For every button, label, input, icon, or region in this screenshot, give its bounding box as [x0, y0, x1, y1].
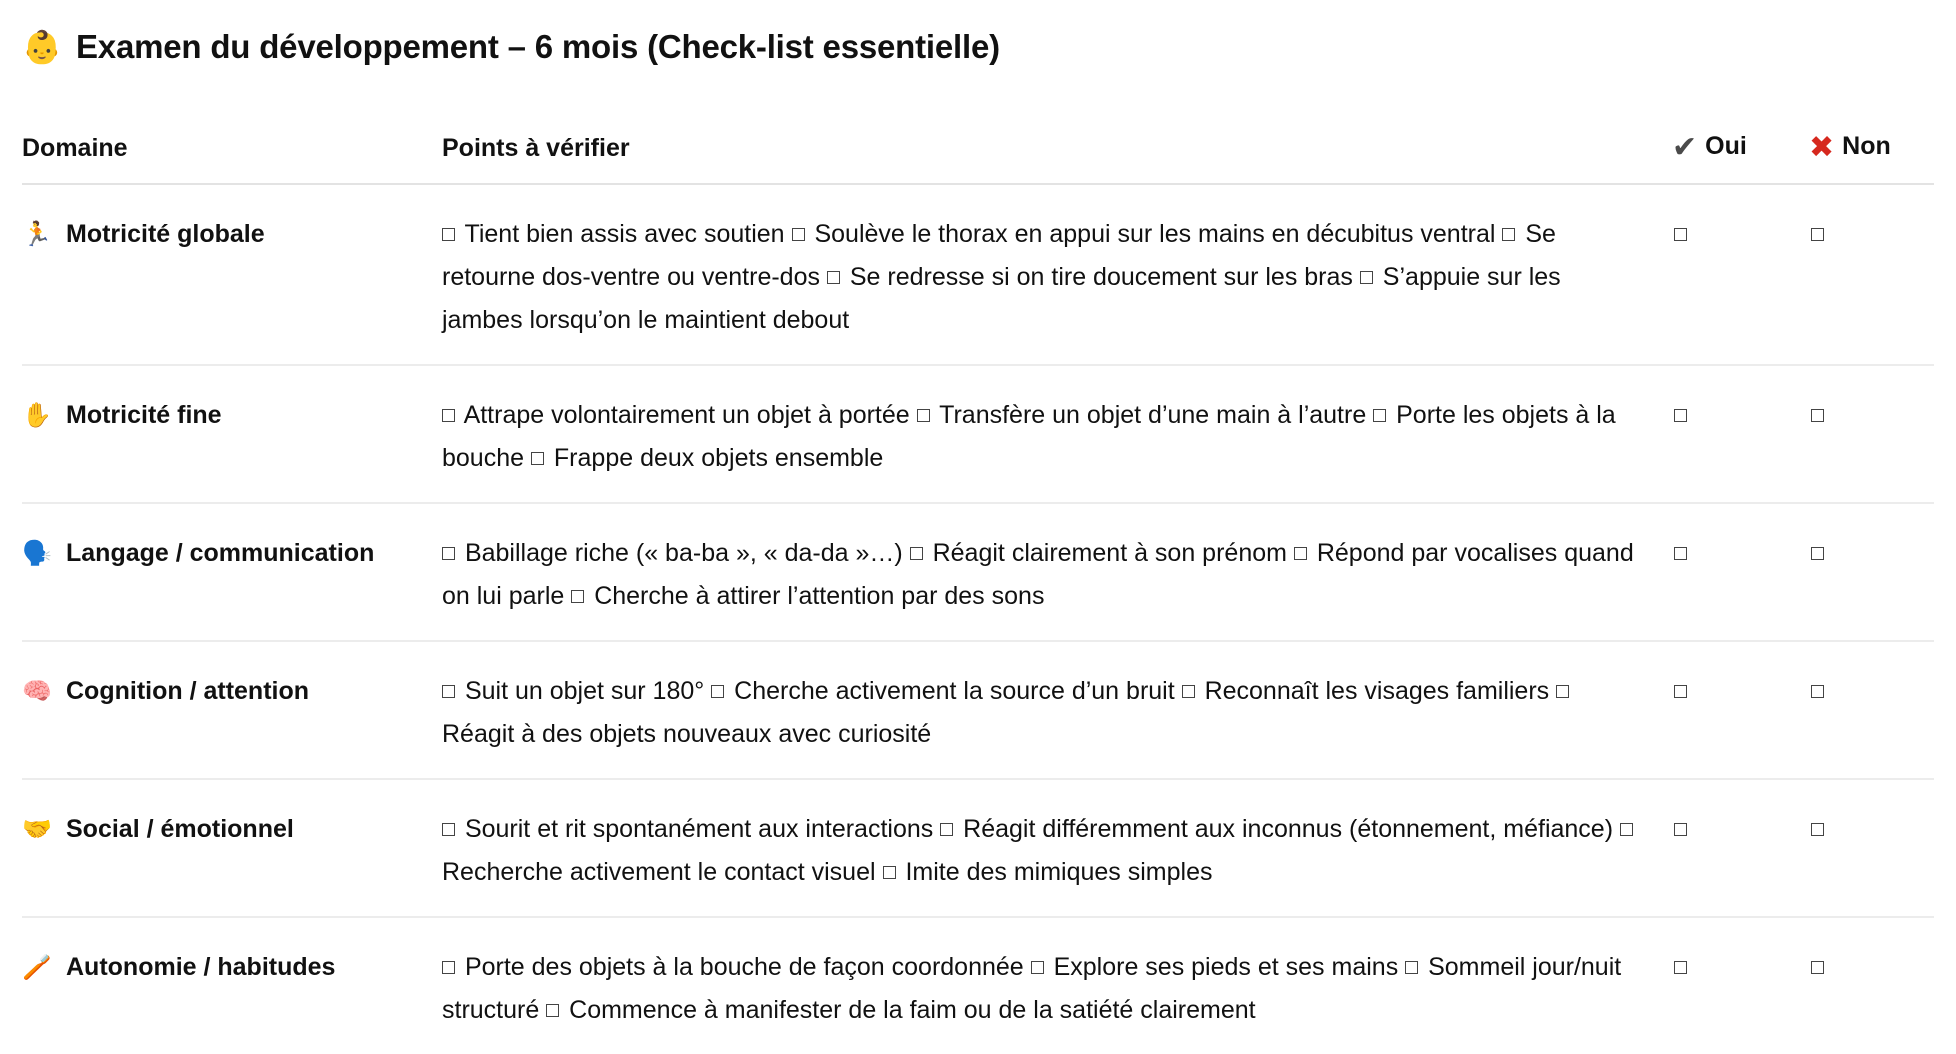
domain-name: Langage / communication	[66, 539, 375, 567]
checkmark-icon: ✔	[1672, 131, 1698, 164]
non-checkbox[interactable]	[1811, 228, 1824, 241]
table-row	[22, 641, 1934, 779]
header-points: Points à vérifier	[442, 132, 1672, 184]
oui-checkbox[interactable]	[1674, 685, 1687, 698]
checklist-table	[22, 132, 1934, 1054]
domain-name: Autonomie / habitudes	[66, 953, 336, 981]
points-cell: Porte des objets à la bouche de façon coordonnée Explore ses pieds et ses mains Sommeil jour/nuit structuré Commence à manifester de la faim ou de la satiété clairement	[442, 953, 1622, 1024]
oui-cell	[1672, 641, 1809, 779]
non-cell	[1809, 503, 1934, 641]
domain-label	[22, 532, 442, 575]
oui-checkbox[interactable]	[1674, 409, 1687, 422]
domain-cell	[22, 641, 442, 779]
item-checkbox-icon	[827, 271, 840, 284]
points-cell: Babillage riche (« ba-ba », « da-da »…) Réagit clairement à son prénom Répond par vocalises quand on lui parle Cherche à attirer l’attention par des sons	[442, 503, 1672, 641]
raised-hand-icon: ✋	[22, 402, 52, 429]
handshake-icon: 🤝	[22, 816, 52, 843]
page-title-text: Examen du développement – 6 mois (Check-list essentielle)	[76, 28, 1000, 65]
speaking-head-icon: 🗣️	[22, 540, 52, 567]
points-cell: Tient bien assis avec soutien Soulève le thorax en appui sur les mains en décubitus ventral Se retourne dos-ventre ou ventre-dos Se redresse si on tire doucement sur les bras S’appuie sur les jambes lorsqu’on le maintient debout	[442, 184, 1672, 365]
item-checkbox-icon	[1294, 547, 1307, 560]
domain-cell	[22, 917, 442, 1054]
header-non-label: Non	[1842, 132, 1891, 160]
non-checkbox[interactable]	[1811, 823, 1824, 836]
oui-checkbox[interactable]	[1674, 228, 1687, 241]
item-checkbox-icon	[1373, 409, 1386, 422]
page-title	[22, 22, 1934, 72]
item-checkbox-icon	[1360, 271, 1373, 284]
item-checkbox-icon	[910, 547, 923, 560]
oui-cell	[1672, 184, 1809, 365]
table-row	[22, 503, 1934, 641]
item-checkbox-icon	[1182, 685, 1195, 698]
non-checkbox[interactable]	[1811, 685, 1824, 698]
oui-checkbox[interactable]	[1674, 961, 1687, 974]
item-checkbox-icon	[442, 228, 455, 241]
header-domain: Domaine	[22, 132, 442, 184]
item-checkbox-icon	[1031, 961, 1044, 974]
item-checkbox-icon	[1620, 823, 1633, 836]
points-cell: Sourit et rit spontanément aux interactions Réagit différemment aux inconnus (étonnement, méfiance) Recherche activement le contact visuel Imite des mimiques simples	[442, 779, 1672, 917]
table-row	[22, 365, 1934, 503]
domain-name: Cognition / attention	[66, 677, 310, 705]
table-header-row	[22, 132, 1934, 184]
non-cell	[1809, 184, 1934, 365]
header-oui	[1672, 132, 1809, 184]
domain-label	[22, 808, 442, 851]
domain-label	[22, 213, 442, 256]
oui-cell	[1672, 917, 1809, 1054]
domain-cell	[22, 779, 442, 917]
item-checkbox-icon	[792, 228, 805, 241]
baby-icon: 👶	[22, 29, 62, 65]
table-row	[22, 184, 1934, 365]
item-checkbox-icon	[442, 409, 455, 422]
domain-cell	[22, 184, 442, 365]
item-checkbox-icon	[1556, 685, 1569, 698]
cross-mark-icon: ✖	[1809, 131, 1835, 164]
table-row	[22, 779, 1934, 917]
non-checkbox[interactable]	[1811, 547, 1824, 560]
domain-name: Motricité globale	[66, 220, 265, 248]
non-checkbox[interactable]	[1811, 961, 1824, 974]
item-checkbox-icon	[1502, 228, 1515, 241]
item-checkbox-icon	[940, 823, 953, 836]
oui-cell	[1672, 503, 1809, 641]
header-non	[1809, 132, 1934, 184]
item-checkbox-icon	[442, 547, 455, 560]
item-checkbox-icon	[442, 961, 455, 974]
domain-name: Social / émotionnel	[66, 815, 294, 843]
toothbrush-icon: 🪥	[22, 954, 52, 981]
oui-checkbox[interactable]	[1674, 547, 1687, 560]
item-checkbox-icon	[917, 409, 930, 422]
domain-cell	[22, 503, 442, 641]
non-cell	[1809, 779, 1934, 917]
domain-label	[22, 946, 442, 989]
non-checkbox[interactable]	[1811, 409, 1824, 422]
brain-icon: 🧠	[22, 678, 52, 705]
item-checkbox-icon	[1405, 961, 1418, 974]
runner-icon: 🏃	[22, 221, 52, 248]
item-checkbox-icon	[531, 452, 544, 465]
points-cell: Attrape volontairement un objet à portée Transfère un objet d’une main à l’autre Porte les objets à la bouche Frappe deux objets ensemble	[442, 365, 1672, 503]
item-checkbox-icon	[571, 590, 584, 603]
item-checkbox-icon	[442, 823, 455, 836]
item-checkbox-icon	[883, 866, 896, 879]
non-cell	[1809, 365, 1934, 503]
table-row	[22, 917, 1934, 1054]
oui-checkbox[interactable]	[1674, 823, 1687, 836]
item-checkbox-icon	[442, 685, 455, 698]
header-oui-label: Oui	[1705, 132, 1747, 160]
domain-label	[22, 670, 442, 713]
non-cell	[1809, 917, 1934, 1054]
domain-cell	[22, 365, 442, 503]
non-cell	[1809, 641, 1934, 779]
points-cell: Suit un objet sur 180° Cherche activement la source d’un bruit Reconnaît les visages familiers Réagit à des objets nouveaux avec curiosité	[442, 641, 1672, 779]
oui-cell	[1672, 365, 1809, 503]
domain-name: Motricité fine	[66, 401, 222, 429]
oui-cell	[1672, 779, 1809, 917]
item-checkbox-icon	[711, 685, 724, 698]
domain-label	[22, 394, 442, 437]
